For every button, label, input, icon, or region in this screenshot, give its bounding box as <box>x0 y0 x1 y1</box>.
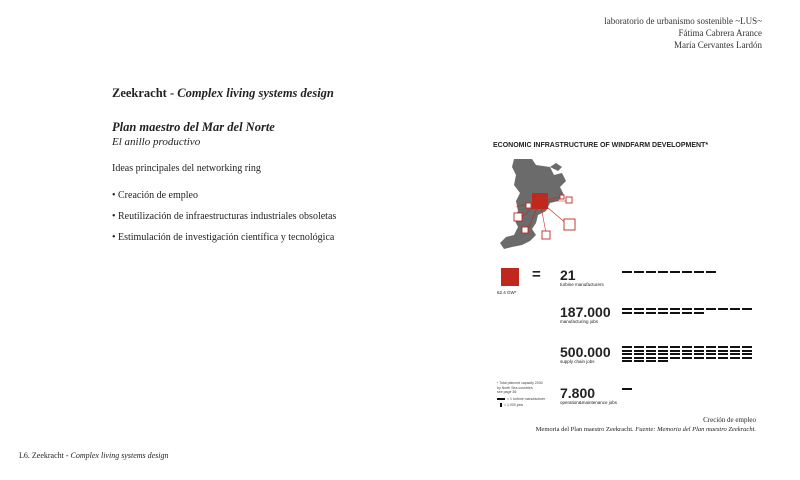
equals-sign: = <box>532 266 541 283</box>
stat-bar <box>730 353 740 355</box>
map-coast <box>550 163 562 171</box>
bullet-item: • Reutilización de infraestructuras industriales obsoletas <box>112 211 337 222</box>
stat-bar <box>694 308 704 310</box>
stat-bar <box>634 308 644 310</box>
legend-caption: 62.4 GW* <box>497 290 517 295</box>
stat-label: manufacturing jobs <box>560 319 599 324</box>
page-title-italic: Complex living systems design <box>177 86 334 100</box>
stat-bar <box>622 357 632 359</box>
stat-bar <box>742 353 752 355</box>
stat-label: supply chain jobs <box>560 359 595 364</box>
stat-bar <box>670 357 680 359</box>
stat-bar <box>682 312 692 314</box>
stat-bar <box>694 271 704 273</box>
stat-turbine <box>560 268 604 287</box>
stat-bar <box>658 308 668 310</box>
stat-bar <box>718 350 728 352</box>
stat-bar <box>622 346 632 348</box>
credit-line: laboratorio de urbanismo sostenible ~LUS~ <box>604 16 762 26</box>
stat-bar <box>682 346 692 348</box>
stat-bar <box>694 353 704 355</box>
stat-bar <box>730 346 740 348</box>
stat-bar <box>742 346 752 348</box>
stat-bar <box>706 357 716 359</box>
bullet-item: • Estimulación de investigación científica y tecnológica <box>112 232 335 243</box>
stat-bar <box>646 312 656 314</box>
bullet-list <box>112 190 336 253</box>
credit-line: María Cervantes Lardón <box>674 40 762 50</box>
stat-manufacturing <box>560 305 611 324</box>
stat-label: turbine manufacturers <box>560 282 604 287</box>
stat-bar <box>670 353 680 355</box>
stat-bar <box>634 350 644 352</box>
stat-bar <box>634 353 644 355</box>
stat-bar <box>622 271 632 273</box>
stat-bar <box>622 312 632 314</box>
infographic-title: ECONOMIC INFRASTRUCTURE OF WINDFARM DEVELOPMENT* <box>493 142 709 149</box>
stat-number: 7.800 <box>560 385 596 401</box>
stat-label: operation&maintenance jobs <box>560 400 618 405</box>
stat-bar <box>622 353 632 355</box>
stat-bar <box>718 346 728 348</box>
stat-bar <box>658 357 668 359</box>
stat-bar <box>682 308 692 310</box>
stat-bars-supply-chain <box>622 346 754 362</box>
stat-bar <box>742 308 752 310</box>
stat-bar <box>718 308 728 310</box>
stat-bar <box>694 350 704 352</box>
bullet-item: • Creación de empleo <box>112 190 198 201</box>
credit-line: Fátima Cabrera Arance <box>678 28 762 38</box>
credits <box>604 15 762 51</box>
stat-bar <box>706 350 716 352</box>
key-label: = 1 turbine manufacturer <box>507 397 546 401</box>
stat-bar <box>682 271 692 273</box>
stat-bar <box>682 353 692 355</box>
key-tick-icon <box>500 403 502 407</box>
stat-bar <box>706 346 716 348</box>
stat-bar <box>658 353 668 355</box>
stat-bar <box>622 308 632 310</box>
stat-bar <box>694 312 704 314</box>
north-sea-map <box>492 157 587 255</box>
stat-bar <box>670 346 680 348</box>
stat-bar <box>718 357 728 359</box>
stat-bar <box>622 350 632 352</box>
stat-bar <box>682 350 692 352</box>
stat-bar <box>646 357 656 359</box>
footer <box>19 451 169 460</box>
stat-bar <box>634 312 644 314</box>
figure-source-prefix: Memoria del Plan maestro Zeekracht. <box>535 426 636 433</box>
stat-bar <box>634 271 644 273</box>
stat-bar <box>634 357 644 359</box>
stat-bars-operation <box>622 388 642 390</box>
stat-bar <box>646 360 656 362</box>
stat-bar <box>646 350 656 352</box>
stat-bar <box>646 271 656 273</box>
stat-bar <box>658 271 668 273</box>
stat-number: 21 <box>560 267 576 283</box>
stat-bar <box>706 308 716 310</box>
stat-bar <box>634 360 644 362</box>
footer-italic: Complex living systems design <box>70 451 169 460</box>
key-label: = 1.000 jobs <box>504 403 524 407</box>
stat-bar <box>646 346 656 348</box>
page-title-prefix: Zeekracht - <box>112 86 178 100</box>
stat-bar <box>718 353 728 355</box>
stat-bar <box>742 350 752 352</box>
figure-source <box>536 426 756 433</box>
stat-bar <box>658 350 668 352</box>
stat-bar <box>622 388 632 390</box>
key-bar-icon <box>497 398 505 400</box>
legend-square <box>501 268 519 286</box>
stat-bar <box>694 357 704 359</box>
stat-bar <box>730 357 740 359</box>
stat-number: 187.000 <box>560 304 611 320</box>
stat-bar <box>646 308 656 310</box>
infographic-footnote <box>497 381 543 395</box>
footnote-line: by North Sea countries <box>497 385 533 390</box>
stat-bar <box>682 357 692 359</box>
stat-operation <box>560 386 617 405</box>
ideas-heading: Ideas principales del networking ring <box>112 163 261 174</box>
stat-bar <box>730 308 740 310</box>
stat-bar <box>742 357 752 359</box>
figure-caption: Creción de empleo <box>703 416 756 424</box>
stat-bar <box>646 353 656 355</box>
stat-bar <box>706 353 716 355</box>
stat-supply-chain <box>560 345 611 364</box>
stat-bar <box>730 350 740 352</box>
stat-bars-manufacturing <box>622 308 754 314</box>
key-jobs <box>500 403 523 407</box>
footer-prefix: L6. Zeekracht - <box>19 451 71 460</box>
page-title <box>112 86 334 101</box>
stat-bar <box>694 346 704 348</box>
stat-bar <box>670 271 680 273</box>
figure-source-italic: Fuente: Memoria del Plan maestro Zeekracht. <box>635 426 756 433</box>
stat-bar <box>658 312 668 314</box>
plan-subtitle: El anillo productivo <box>112 136 201 148</box>
key-manufacturer <box>497 397 545 401</box>
stat-bar <box>670 350 680 352</box>
stat-bar <box>658 360 668 362</box>
plan-title: Plan maestro del Mar del Norte <box>112 120 275 134</box>
stat-bar <box>658 346 668 348</box>
footnote-line: see page 36 <box>497 390 517 394</box>
footnote-line: * Total planned capacity 2030 <box>497 381 543 385</box>
stat-bar <box>622 360 632 362</box>
stat-bar <box>670 312 680 314</box>
stat-bar <box>670 308 680 310</box>
stat-bars-turbine <box>622 271 732 273</box>
stat-number: 500.000 <box>560 344 611 360</box>
stat-bar <box>634 346 644 348</box>
stat-bar <box>706 271 716 273</box>
